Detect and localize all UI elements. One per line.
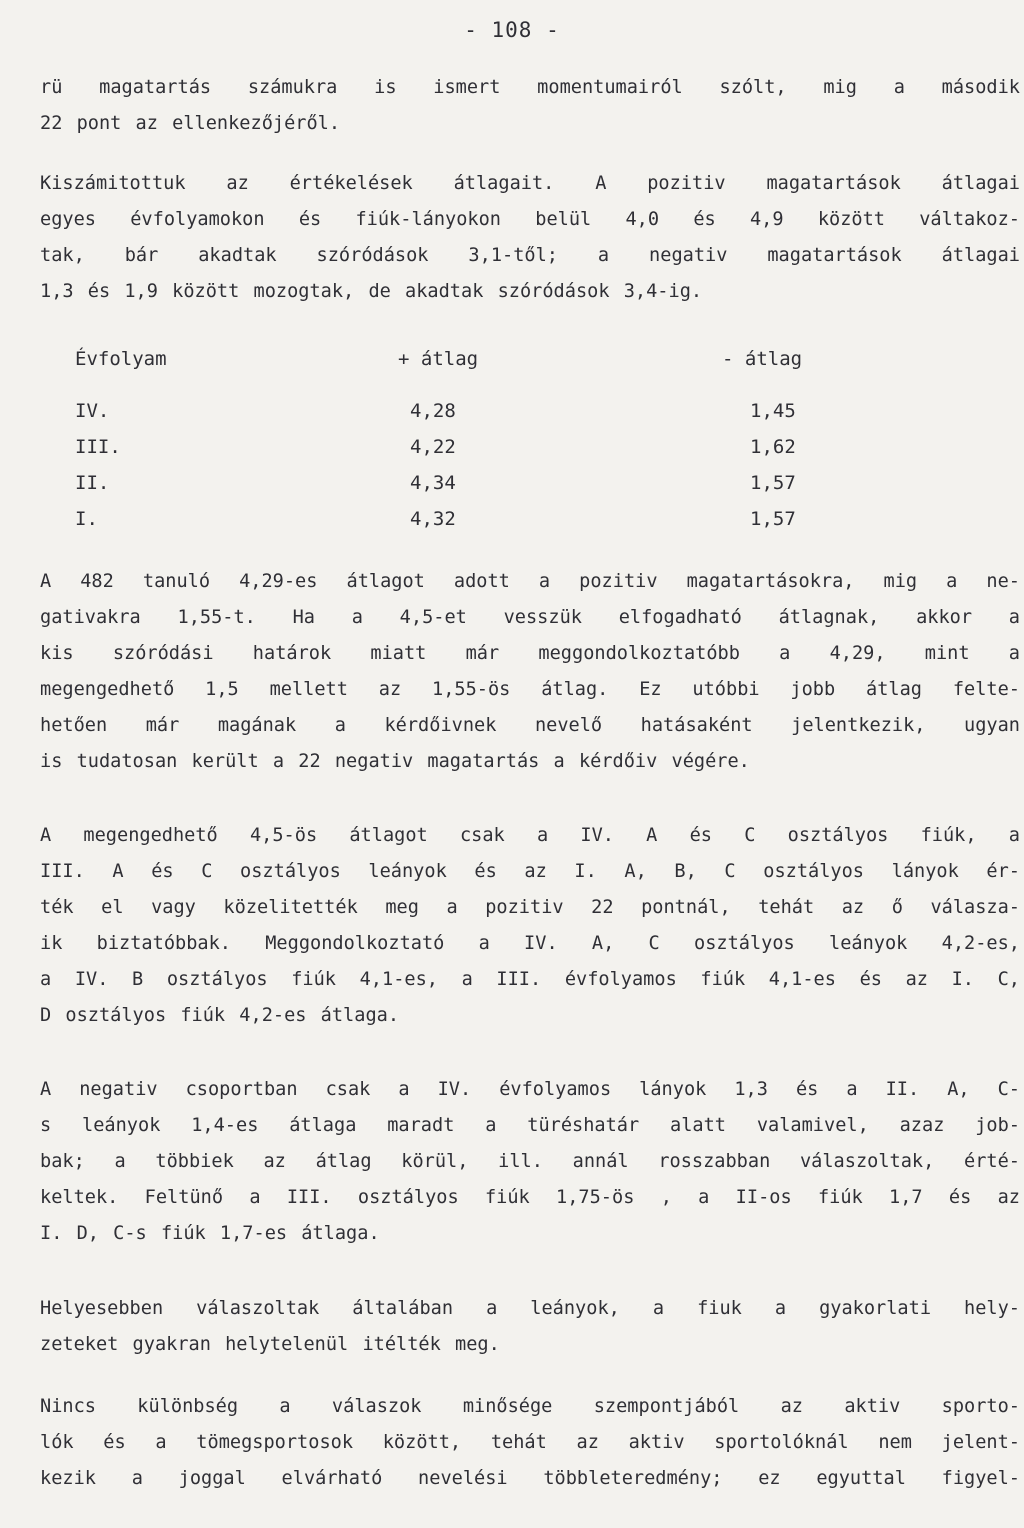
table-row [0,508,1024,544]
table-cell: IV. [75,400,110,422]
text-line: kezik a joggal elvárható nevelési többleteredmény; ez egyuttal figyel- [40,1468,1020,1489]
averages-table [0,348,1024,544]
table-row [0,400,1024,436]
table-cell: 4,28 [410,400,456,422]
text-line: Helyesebben válaszoltak általában a leányok, a fiuk a gyakorlati hely- [40,1298,1020,1319]
table-header-cell: Évfolyam [75,348,167,370]
paragraph-5 [40,1072,1020,1252]
text-line: 22 pont az ellenkezőjéről. [40,113,341,134]
text-line: A negativ csoportban csak a IV. évfolyamos lányok 1,3 és a II. A, C- [40,1079,1020,1100]
text-line: s leányok 1,4-es átlaga maradt a türéshatár alatt valamivel, azaz job- [40,1115,1020,1136]
table-cell: II. [75,472,110,494]
text-line: rü magatartás számukra is ismert momentumairól szólt, mig a második [40,77,1020,98]
text-line: zeteket gyakran helytelenül itélték meg. [40,1334,500,1355]
paragraph-3 [40,564,1020,780]
text-line: 1,3 és 1,9 között mozogtak, de akadtak szóródások 3,4-ig. [40,281,703,302]
table-cell: 4,32 [410,508,456,530]
text-line: tak, bár akadtak szóródások 3,1-től; a negativ magatartások átlagai [40,245,1020,266]
table-cell: 4,22 [410,436,456,458]
paragraph-1 [40,70,1020,142]
table-row [0,472,1024,508]
paragraph-6 [40,1291,1020,1363]
text-line: I. D, C-s fiúk 1,7-es átlaga. [40,1223,380,1244]
text-line: kis szóródási határok miatt már meggondolkoztatóbb a 4,29, mint a [40,643,1020,664]
text-line: lók és a tömegsportosok között, tehát az aktiv sportolóknál nem jelent- [40,1432,1020,1453]
text-line: hetően már magának a kérdőivnek nevelő hatásaként jelentkezik, ugyan [40,715,1020,736]
paragraph-4 [40,818,1020,1034]
text-line: bak; a többiek az átlag körül, ill. annál rosszabban válaszoltak, érté- [40,1151,1020,1172]
table-header-cell: - átlag [722,348,803,370]
text-line: Nincs különbség a válaszok minősége szempontjából az aktiv sporto- [40,1396,1020,1417]
text-line: A 482 tanuló 4,29-es átlagot adott a pozitiv magatartásokra, mig a ne- [40,571,1020,592]
text-line: III. A és C osztályos leányok és az I. A, B, C osztályos lányok ér- [40,861,1020,882]
paragraph-7 [40,1389,1020,1497]
text-line: egyes évfolyamokon és fiúk-lányokon belül 4,0 és 4,9 között váltakoz- [40,209,1020,230]
table-cell: 1,57 [750,472,796,494]
table-cell: 1,45 [750,400,796,422]
text-line: a IV. B osztályos fiúk 4,1-es, a III. évfolyamos fiúk 4,1-es és az I. C, [40,969,1020,990]
text-line: megengedhető 1,5 mellett az 1,55-ös átlag. Ez utóbbi jobb átlag felte- [40,679,1020,700]
text-line: Kiszámitottuk az értékelések átlagait. A pozitiv magatartások átlagai [40,173,1020,194]
page-number: - 108 - [464,18,560,42]
text-line: gativakra 1,55-t. Ha a 4,5-et vesszük elfogadható átlagnak, akkor a [40,607,1020,628]
table-cell: I. [75,508,98,530]
text-line: ik biztatóbbak. Meggondolkoztató a IV. A, C osztályos leányok 4,2-es, [40,933,1020,954]
table-cell: 1,62 [750,436,796,458]
table-cell: 4,34 [410,472,456,494]
table-cell: 1,57 [750,508,796,530]
paragraph-2 [40,166,1020,310]
table-cell: III. [75,436,121,458]
text-line: ték el vagy közelitették meg a pozitiv 22 pontnál, tehát az ő válasza- [40,897,1020,918]
table-header-cell: + átlag [398,348,479,370]
table-row [0,436,1024,472]
table-header-row [0,348,1024,400]
text-line: keltek. Feltünő a III. osztályos fiúk 1,75-ös , a II-os fiúk 1,7 és az [40,1187,1020,1208]
text-line: is tudatosan került a 22 negativ magatartás a kérdőiv végére. [40,751,750,772]
text-line: A megengedhető 4,5-ös átlagot csak a IV. A és C osztályos fiúk, a [40,825,1020,846]
text-line: D osztályos fiúk 4,2-es átlaga. [40,1005,400,1026]
